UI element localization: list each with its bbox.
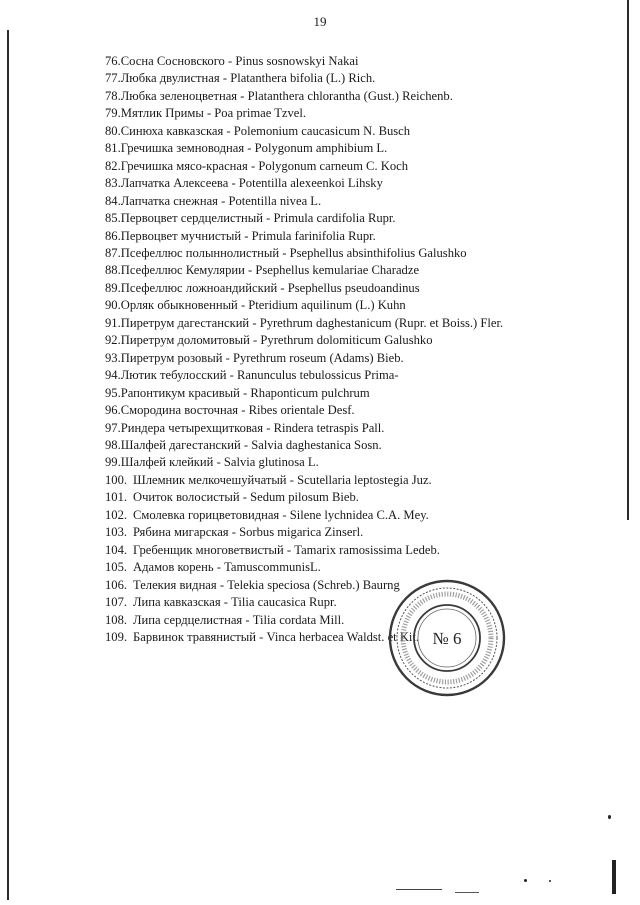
- item-number: 84.: [105, 193, 121, 208]
- list-item: 76.Сосна Сосновского - Pinus sosnowskyi Nakai: [105, 54, 359, 68]
- latin-name: Polygonum amphibium L.: [254, 141, 388, 156]
- russian-name: Липа кавказская: [133, 595, 221, 610]
- item-number: 106.: [105, 577, 128, 592]
- item-number: 101.: [105, 490, 128, 505]
- russian-name: Лапчатка Алексеева: [120, 176, 229, 191]
- list-item: 84.Лапчатка снежная - Potentilla nivea L.: [105, 193, 322, 208]
- footer-mark-line: [455, 892, 479, 893]
- latin-name: Tilia cordata Mill.: [252, 612, 345, 627]
- russian-name: Пиретрум доломитовый: [120, 333, 250, 348]
- latin-name: Primula cardifolia Rupr.: [273, 211, 396, 226]
- latin-name: Sorbus migarica Zinserl.: [239, 525, 364, 540]
- margin-mark: [612, 860, 616, 894]
- right-margin-rule: [627, 0, 629, 520]
- list-item: 95.Рапонтикум красивый - Rhaponticum pulchrum: [105, 385, 370, 400]
- russian-name: Синюха кавказская: [120, 123, 224, 138]
- latin-name: Rindera tetraspis Pall.: [273, 420, 385, 435]
- list-item: 87.Псефеллюс полыннолистный - Psephellus absinthifolius Galushko: [105, 245, 467, 260]
- list-item: 108. Липа сердцелистная - Tilia cordata Mill.: [105, 612, 625, 629]
- list-item: 90.Орляк обыкновенный - Pteridium aquilinum (L.) Kuhn: [105, 298, 406, 313]
- item-number: 108.: [105, 612, 128, 627]
- list-item: 107. Липа кавказская - Tilia caucasica Rupr.: [105, 594, 625, 611]
- item-number: 93.: [105, 350, 121, 365]
- latin-name: Tamarix ramosissima Ledeb.: [294, 542, 440, 557]
- latin-name: Primula farinifolia Rupr.: [251, 228, 376, 243]
- item-number: 105.: [105, 560, 128, 575]
- russian-name: Телекия видная: [133, 577, 217, 592]
- russian-name: Псефеллюс полыннолистный: [120, 245, 280, 260]
- russian-name: Барвинок травянистый: [133, 629, 256, 644]
- item-number: 89.: [105, 280, 121, 295]
- latin-name: Platanthera bifolia (L.) Rich.: [230, 71, 376, 86]
- russian-name: Лютик тебулосский: [120, 368, 227, 383]
- speck: [524, 879, 527, 882]
- list-item: 89.Псефеллюс ложноандийский - Psephellus pseudoandinus: [105, 280, 420, 295]
- item-number: 88.: [105, 263, 121, 278]
- item-number: 107.: [105, 595, 128, 610]
- list-item: 91.Пиретрум дагестанский - Pyrethrum daghestanicum (Rupr. et Boiss.) Fler.: [105, 315, 504, 330]
- list-item: 98.Шалфей дагестанский - Salvia daghestanica Sosn.: [105, 437, 382, 452]
- list-item: 109. Барвинок травянистый - Vinca herbacea Waldst. et Kit.: [105, 629, 625, 646]
- russian-name: Любка двулистная: [120, 71, 220, 86]
- item-number: 82.: [105, 158, 121, 173]
- russian-name: Шалфей дагестанский: [120, 437, 241, 452]
- item-number: 76.: [105, 54, 121, 68]
- latin-name: Platanthera chlorantha (Gust.) Reichenb.: [247, 88, 453, 103]
- list-item: 81.Гречишка земноводная - Polygonum amphibium L.: [105, 141, 388, 156]
- list-item: 92.Пиретрум доломитовый - Pyrethrum dolomiticum Galushko: [105, 333, 433, 348]
- latin-name: Potentilla alexeenkoi Lihsky: [238, 176, 383, 191]
- footer-mark-line: [396, 889, 442, 890]
- list-item: 96.Смородина восточная - Ribes orientale Desf.: [105, 403, 355, 418]
- item-number: 95.: [105, 385, 121, 400]
- list-item: 79.Мятлик Примы - Poa primae Tzvel.: [105, 106, 307, 121]
- russian-name: Псефеллюс Кемулярии: [120, 263, 245, 278]
- russian-name: Орляк обыкновенный: [120, 298, 238, 313]
- item-number: 79.: [105, 106, 121, 121]
- latin-name: Scutellaria leptostegia Juz.: [297, 472, 432, 487]
- item-number: 83.: [105, 176, 121, 191]
- latin-name: Pyrethrum roseum (Adams) Bieb.: [232, 350, 404, 365]
- latin-name: Ribes orientale Desf.: [248, 403, 355, 418]
- latin-name: Salvia daghestanica Sosn.: [251, 437, 382, 452]
- latin-name: Salvia glutinosa L.: [223, 455, 319, 470]
- list-item: 100. Шлемник мелкочешуйчатый - Scutellaria leptostegia Juz.: [105, 472, 625, 489]
- item-number: 91.: [105, 315, 121, 330]
- list-item: 82.Гречишка мясо-красная - Polygonum carneum C. Koch: [105, 158, 409, 173]
- latin-name: Vinca herbacea Waldst. et Kit.: [266, 629, 420, 644]
- latin-name: Potentilla nivea L.: [228, 193, 322, 208]
- item-number: 104.: [105, 542, 128, 557]
- left-margin-rule: [7, 30, 9, 900]
- item-number: 100.: [105, 472, 128, 487]
- latin-name: Silene lychnidea C.A. Mey.: [289, 507, 429, 522]
- list-item: 105. Адамов корень - TamuscommunisL.: [105, 559, 625, 576]
- item-number: 109.: [105, 629, 128, 644]
- official-seal-stamp: [387, 578, 507, 698]
- latin-name: Telekia speciosa (Schreb.) Baurng: [227, 577, 400, 592]
- list-item: 86.Первоцвет мучнистый - Primula farinifolia Rupr.: [105, 228, 376, 243]
- russian-name: Шалфей клейкий: [120, 455, 214, 470]
- latin-name: Pyrethrum dolomiticum Galushko: [260, 333, 433, 348]
- stamp-number: № 6: [432, 629, 462, 648]
- list-item: 99.Шалфей клейкий - Salvia glutinosa L.: [105, 455, 319, 470]
- list-item: 83.Лапчатка Алексеева - Potentilla alexeenkoi Lihsky: [105, 176, 383, 191]
- latin-name: Psephellus kemulariae Charadze: [255, 263, 420, 278]
- latin-name: Sedum pilosum Bieb.: [250, 490, 359, 505]
- latin-name: Polemonium caucasicum N. Busch: [233, 123, 411, 138]
- latin-name: Tilia caucasica Rupr.: [231, 595, 337, 610]
- latin-name: Pyrethrum daghestanicum (Rupr. et Boiss.) Fler.: [259, 315, 504, 330]
- russian-name: Пиретрум дагестанский: [120, 315, 250, 330]
- russian-name: Липа сердцелистная: [133, 612, 243, 627]
- page-number: 19: [313, 14, 327, 29]
- latin-name: TamuscommunisL.: [224, 560, 321, 575]
- item-number: 92.: [105, 333, 121, 348]
- item-number: 97.: [105, 420, 121, 435]
- item-number: 94.: [105, 368, 121, 383]
- russian-name: Псефеллюс ложноандийский: [120, 280, 278, 295]
- item-number: 86.: [105, 228, 121, 243]
- list-item: 101. Очиток волосистый - Sedum pilosum Bieb.: [105, 489, 625, 506]
- russian-name: Адамов корень: [133, 560, 214, 575]
- list-item: 94.Лютик тебулосский - Ranunculus tebulossicus Prima-: [105, 368, 399, 383]
- list-item: 104. Гребенщик многоветвистый - Tamarix ramosissima Ledeb.: [105, 542, 625, 559]
- item-number: 103.: [105, 525, 128, 540]
- russian-name: Рапонтикум красивый: [120, 385, 240, 400]
- item-number: 78.: [105, 88, 121, 103]
- list-item: 88.Псефеллюс Кемулярии - Psephellus kemulariae Charadze: [105, 263, 420, 278]
- list-item: 80.Синюха кавказская - Polemonium caucasicum N. Busch: [105, 123, 411, 138]
- item-number: 102.: [105, 507, 128, 522]
- item-number: 87.: [105, 245, 121, 260]
- russian-name: Любка зеленоцветная: [120, 88, 238, 103]
- item-number: 90.: [105, 298, 121, 313]
- russian-name: Шлемник мелкочешуйчатый: [133, 472, 287, 487]
- item-number: 99.: [105, 455, 121, 470]
- russian-name: Лапчатка снежная: [120, 193, 218, 208]
- latin-name: Pinus sosnowskyi Nakai: [235, 54, 359, 68]
- list-item: 93.Пиретрум розовый - Pyrethrum roseum (Adams) Bieb.: [105, 350, 404, 365]
- list-item: 78.Любка зеленоцветная - Platanthera chlorantha (Gust.) Reichenb.: [105, 88, 453, 103]
- russian-name: Сосна Сосновского: [120, 54, 225, 68]
- speck: [549, 880, 551, 882]
- item-number: 98.: [105, 437, 121, 452]
- list-item: 103. Рябина мигарская - Sorbus migarica Zinserl.: [105, 524, 625, 541]
- latin-name: Rhaponticum pulchrum: [250, 385, 370, 400]
- item-number: 80.: [105, 123, 121, 138]
- latin-name: Ranunculus tebulossicus Prima-: [236, 368, 399, 383]
- item-number: 96.: [105, 403, 121, 418]
- list-item: 77.Любка двулистная - Platanthera bifolia (L.) Rich.: [105, 71, 376, 86]
- russian-name: Пиретрум розовый: [120, 350, 223, 365]
- species-list: [105, 53, 625, 646]
- latin-name: Psephellus pseudoandinus: [287, 280, 420, 295]
- item-number: 81.: [105, 141, 121, 156]
- list-item: 97.Риндера четырехщитковая - Rindera tetraspis Pall.: [105, 420, 385, 435]
- latin-name: Polygonum carneum C. Koch: [258, 158, 409, 173]
- list-item: 102. Смолевка горицветовидная - Silene lychnidea C.A. Mey.: [105, 507, 625, 524]
- speck: [608, 815, 611, 819]
- russian-name: Мятлик Примы: [120, 106, 204, 121]
- russian-name: Гребенщик многоветвистый: [133, 542, 284, 557]
- russian-name: Очиток волосистый: [133, 490, 240, 505]
- item-number: 77.: [105, 71, 121, 86]
- russian-name: Гречишка земноводная: [120, 141, 245, 156]
- russian-name: Первоцвет мучнистый: [120, 228, 242, 243]
- russian-name: Гречишка мясо-красная: [120, 158, 248, 173]
- russian-name: Первоцвет сердцелистный: [120, 211, 264, 226]
- russian-name: Риндера четырехщитковая: [120, 420, 264, 435]
- russian-name: Смолевка горицветовидная: [133, 507, 280, 522]
- list-item: 85.Первоцвет сердцелистный - Primula cardifolia Rupr.: [105, 211, 396, 226]
- latin-name: Pteridium aquilinum (L.) Kuhn: [248, 298, 406, 313]
- item-number: 85.: [105, 211, 121, 226]
- list-item: 106. Телекия видная - Telekia speciosa (Schreb.) Baurng: [105, 577, 625, 594]
- latin-name: Poa primae Tzvel.: [214, 106, 307, 121]
- latin-name: Psephellus absinthifolius Galushko: [289, 245, 467, 260]
- russian-name: Рябина мигарская: [133, 525, 229, 540]
- russian-name: Смородина восточная: [120, 403, 239, 418]
